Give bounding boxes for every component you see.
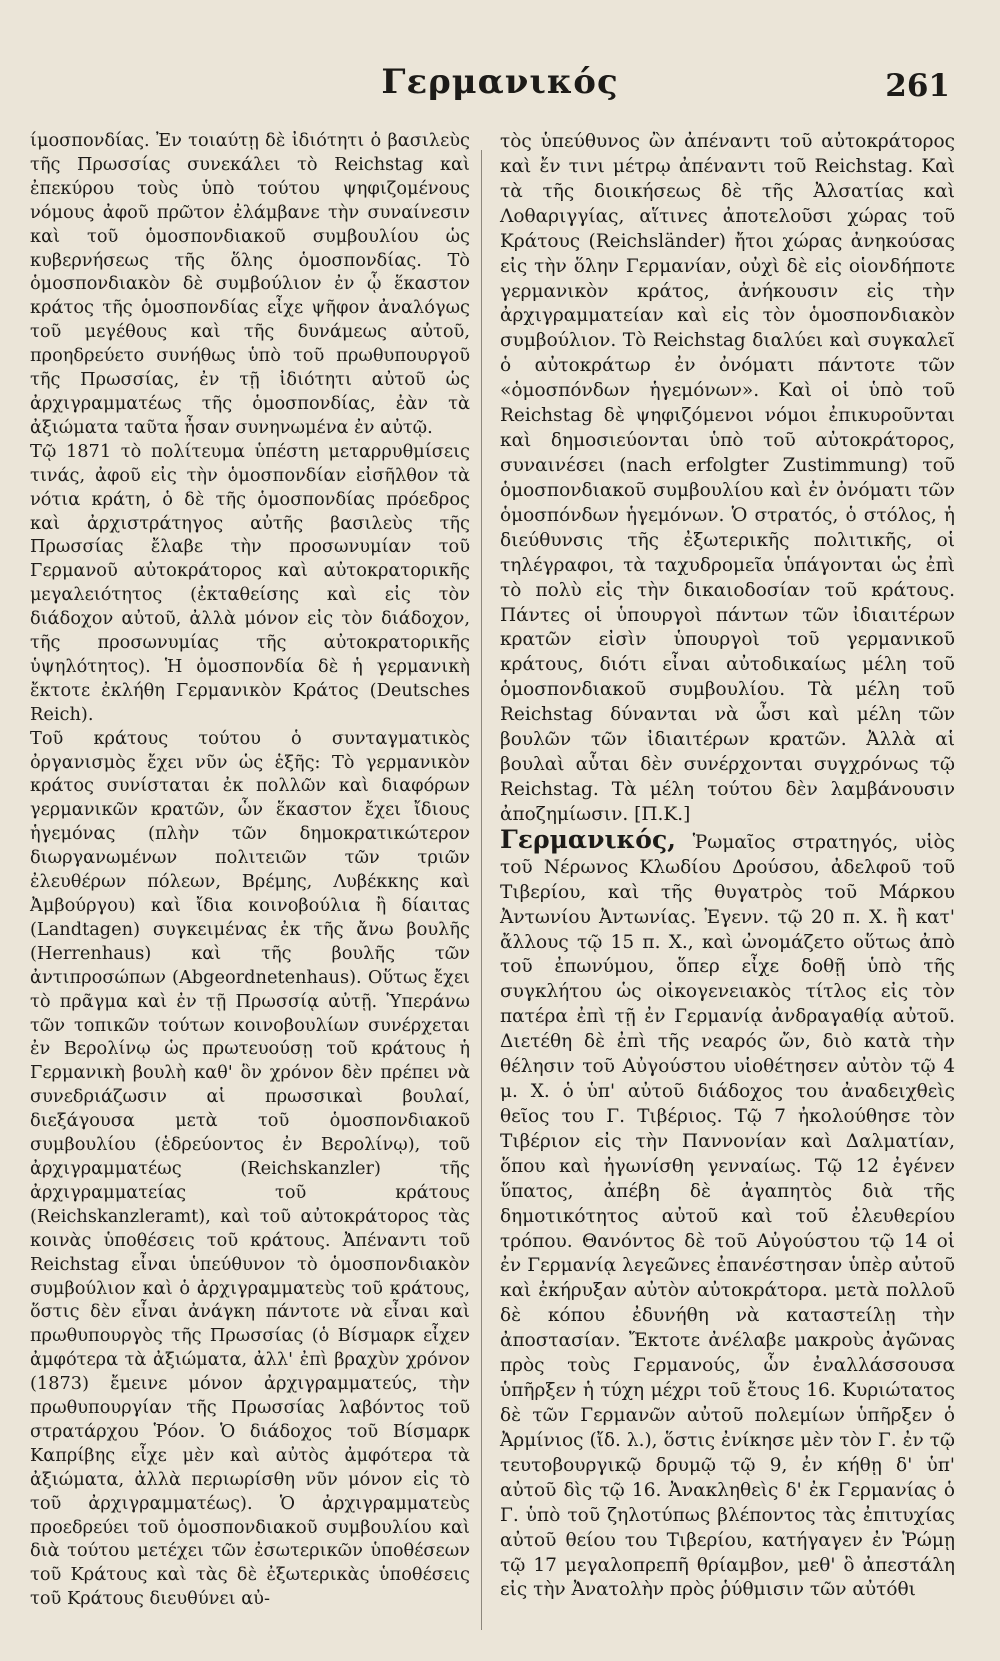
page-number: 261 [885, 68, 950, 104]
left-paragraph-1: ίμοσπονδίας. Ἐν τοιαύτῃ δὲ ἰδιότητι ὁ βασιλεὺς τῆς Πρωσσίας συνεκάλει τὸ Reichstag καὶ ἐπεκύρου τοὺς ὑπὸ τούτου ψηφιζομένους νόμους ἀφοῦ πρῶτον ἐλάμβανε τὴν συναίνεσιν καὶ τοῦ ὁμοσπονδιακοῦ συμβουλίου ὡς κυβερνήσεως τῆς ὅλης ὁμοσπονδίας. Τὸ ὁμοσπονδιακὸν δὲ συμβούλιον ἐν ᾧ ἕκαστον κράτος τῆς ὁμοσπονδίας εἶχε ψῆφον ἀναλόγως τοῦ μεγέθους καὶ τῆς δυνάμεως αὐτοῦ, προηδρεύετο συνήθως ὑπὸ τοῦ πρωθυπουργοῦ τῆς Πρωσσίας, ἐν τῇ ἰδιότητι αὐτοῦ ὡς ἀρχιγραμματέως τῆς ὁμοσπονδίας, ἐὰν τὰ ἀξιώματα ταῦτα ἦσαν συνηνωμένα ἐν αὐτῷ. [30, 131, 470, 438]
entry-headword: Γερμανικός, [500, 824, 676, 854]
right-paragraph-1: τὸς ὑπεύθυνος ὢν ἀπέναντι τοῦ αὐτοκράτορος καὶ ἔν τινι μέτρῳ ἀπέναντι τοῦ Reichstag. Καὶ τὰ τῆς διοικήσεως δὲ τῆς Ἀλσατίας καὶ Λοθαριγγίας, αἵτινες ἀποτελοῦσι χώρας τοῦ Κράτους (Reichsländer) ἤτοι χώρας ἀνηκούσας εἰς τὴν ὅλην Γερμανίαν, οὐχὶ δὲ εἰς οἱονδήποτε γερμανικὸν κράτος, ἀνήκουσιν εἰς τὴν ἀρχιγραμματείαν καὶ εἰς τὸν ὁμοσπονδιακὸν συμβούλιον. Τὸ Reichstag διαλύει καὶ συγκαλεῖ ὁ αὐτοκράτωρ ἐν ὀνόματι πάντοτε τῶν «ὁμοσπόνδων ἡγεμόνων». Καὶ οἱ ὑπὸ τοῦ Reichstag δὲ ψηφιζόμενοι νόμοι ἐπικυροῦνται καὶ δημοσιεύονται ὑπὸ τοῦ αὐτοκράτορος, συναινέσει (nach erfolgter Zustimmung) τοῦ ὁμοσπονδιακοῦ συμβουλίου καὶ ἐν ὀνόματι τῶν ὁμοσπόνδων ἡγεμόνων. Ὁ στρατός, ὁ στόλος, ἡ διεύθυνσις τῆς ἐξωτερικῆς πολιτικῆς, οἱ τηλέγραφοι, τὰ ταχυδρομεῖα ὑπάγονται ὡς ἐπὶ τὸ πολὺ εἰς τὴν δικαιοδοσίαν τοῦ κράτους. Πάντες οἱ ὑπουργοὶ πάντων τῶν ἰδιαιτέρων κρατῶν εἰσὶν ὑπουργοὶ τοῦ γερμανικοῦ κράτους, διότι εἶναι αὐτοδικαίως μέλη τοῦ ὁμοσπονδιακοῦ συμβουλίου. Τὰ μέλη τοῦ Reichstag δύνανται νὰ ὦσι καὶ μέλη τῶν βουλῶν τῶν ἰδιαιτέρων κρατῶν. Ἀλλὰ αἱ βουλαὶ αὗται δὲν συνέρχονται συγχρόνως τῷ Reichstag. Τὰ μέλη τούτου δὲν λαμβάνουσιν ἀποζημίωσιν. [Π.Κ.] [500, 131, 955, 825]
right-column [500, 130, 955, 1603]
left-paragraph-2: Τῷ 1871 τὸ πολίτευμα ὑπέστη μεταρρυθμίσεις τινάς, ἀφοῦ εἰς τὴν ὁμοσπονδίαν εἰσῆλθον τὰ νότια κράτη, ὁ δὲ τῆς ὁμοσπονδίας πρόεδρος καὶ ἀρχιστράτηγος αὐτῆς βασιλεὺς τῆς Πρωσσίας ἔλαβε τὴν προσωνυμίαν τοῦ Γερμανοῦ αὐτοκράτορος καὶ αὐτοκρατορικῆς μεγαλειότητος (ἐκταθείσης καὶ εἰς τὸν διάδοχον αὐτοῦ, ἀλλὰ μόνον εἰς τὸν διάδοχον, τῆς προσωνυμίας τῆς αὐτοκρατορικῆς ὑψηλότητος). Ἡ ὁμοσπονδία δὲ ἡ γερμανικὴ ἔκτοτε ἐκλήθη Γερμανικὸν Κράτος (Deutsches Reich). [30, 441, 470, 725]
page-header [0, 62, 1000, 122]
entry-text: Ῥωμαῖος στρατηγός, υἱὸς τοῦ Νέρωνος Κλωδίου Δρούσου, ἀδελφοῦ τοῦ Τιβερίου, καὶ τῆς θυγατρὸς τοῦ Μάρκου Ἀντωνίου Ἀντωνίας. Ἐγενν. τῷ 20 π. Χ. ἢ κατ' ἄλλους τῷ 15 π. Χ., καὶ ὠνομάζετο οὕτως ἀπὸ τοῦ ἐπωνύμου, ὅπερ εἶχε δοθῇ ὑπὸ τῆς συγκλήτου ὡς οἰκογενειακὸς τίτλος εἰς τὸν πατέρα ἐπὶ τῇ ἐν Γερμανίᾳ ἀνδραγαθίᾳ αὐτοῦ. Διετέθη δὲ ἐπὶ τῆς νεαρός ὤν, διὸ κατὰ τὴν θέλησιν τοῦ Αὐγούστου υἱοθέτησεν αὐτὸν τῷ 4 μ. Χ. ὁ ὑπ' αὐτοῦ διάδοχος του ἀναδειχθεὶς θεῖος του Γ. Τιβέριος. Τῷ 7 ἠκολούθησε τὸν Τιβέριον εἰς τὴν Παννονίαν καὶ Δαλματίαν, ὅπου καὶ ἠγωνίσθη γενναίως. Τῷ 12 ἐγένεν ὕπατος, ἀπέβη δὲ ἀγαπητὸς διὰ τῆς δημοτικότητος αὐτοῦ καὶ τοῦ ἐλευθερίου τρόπου. Θανόντος δὲ τοῦ Αὐγούστου τῷ 14 οἱ ἐν Γερμανίᾳ λεγεῶνες ἐπανέστησαν ὑπὲρ αὐτοῦ καὶ ἐκήρυξαν αὐτὸν αὐτοκράτορα. μετὰ πολλοῦ δὲ κόπου ἐδυνήθη νὰ καταστείλῃ τὴν ἀποστασίαν. Ἔκτοτε ἀνέλαβε μακροὺς ἀγῶνας πρὸς τοὺς Γερμανούς, ὧν ἐναλλάσσουσα ὑπῆρξεν ἡ τύχη μέχρι τοῦ ἔτους 16. Κυριώτατος δὲ τῶν Γερμανῶν αὐτοῦ πολεμίων ὑπῆρξεν ὁ Ἀρμίνιος (ἴδ. λ.), ὅστις ἐνίκησε μὲν τὸν Γ. ἐν τῷ τευτοβουργικῷ δρυμῷ τῷ 9, ἐν κήθῃ δ' ὑπ' αὐτοῦ δὶς τῷ 16. Ἀνακληθεὶς δ' ἐκ Γερμανίας ὁ Γ. ὑπὸ τοῦ ζηλοτύπως βλέποντος τὰς ἐπιτυχίας αὐτοῦ θείου του Τιβερίου, κατήγαγεν ἐν Ῥώμῃ τῷ 17 μεγαλοπρεπῆ θρίαμβον, μεθ' ὃ ἀπεστάλη εἰς τὴν Ἀνατολὴν πρὸς ῥύθμισιν τῶν αὐτόθι [500, 831, 955, 1601]
left-column [30, 130, 470, 1612]
column-divider [481, 150, 482, 1630]
left-paragraph-3: Τοῦ κράτους τούτου ὁ συνταγματικὸς ὀργανισμὸς ἔχει νῦν ὡς ἑξῆς: Τὸ γερμανικὸν κράτος συνίσταται ἐκ πολλῶν καὶ διαφόρων γερμανικῶν κρατῶν, ὧν ἕκαστον ἔχει ἴδιους ἡγεμόνας (πλὴν τῶν δημοκρατικώτερον διωργανωμένων πολιτειῶν τῶν τριῶν ἐλευθέρων πόλεων, Βρέμης, Λυβέκκης καὶ Ἀμβούργου) καὶ ἴδια κοινοβούλια ἢ δίαιτας (Landtagen) συγκειμένας ἐκ τῆς ἄνω βουλῆς (Herrenhaus) καὶ τῆς βουλῆς τῶν ἀντιπροσώπων (Abgeordnetenhaus). Οὕτως ἔχει τὸ πρᾶγμα καὶ ἐν τῇ Πρωσσίᾳ αὐτῇ. Ὑπεράνω τῶν τοπικῶν τούτων κοινοβουλίων συνέρχεται ἐν Βερολίνῳ ὡς πρωτευούσῃ τοῦ κράτους ἡ Γερμανικὴ βουλὴ καθ' ὃν χρόνον δὲν πρέπει νὰ συνεδριάζωσιν αἱ πρωσσικαὶ βουλαί, διεξάγουσα μετὰ τοῦ ὁμοσπονδιακοῦ συμβουλίου (ἑδρεύοντος ἐν Βερολίνῳ), τοῦ ἀρχιγραμματέως (Reichskanzler) τῆς ἀρχιγραμματείας τοῦ κράτους (Reichskanzleramt), καὶ τοῦ αὐτοκράτορος τὰς κοινὰς ὑποθέσεις τοῦ κράτους. Ἀπέναντι τοῦ Reichstag εἶναι ὑπεύθυνον τὸ ὁμοσπονδιακὸν συμβούλιον καὶ ὁ ἀρχιγραμματεὺς τοῦ κράτους, ὅστις δὲν εἶναι ἀνάγκη πάντοτε νὰ εἶναι καὶ πρωθυπουργὸς τῆς Πρωσσίας (ὁ Βίσμαρκ εἶχεν ἀμφότερα τὰ ἀξιώματα, ἀλλ' ἐπὶ βραχὺν χρόνον (1873) ἔμεινε μόνον ἀρχιγραμματεύς, τὴν πρωθυπουργίαν τῆς Πρωσσίας λαβόντος τοῦ στρατάρχου Ῥόον. Ὁ διάδοχος τοῦ Βίσμαρκ Καπρίβης εἶχε μὲν καὶ αὐτὸς ἀμφότερα τὰ ἀξιώματα, ἀλλὰ περιωρίσθη νῦν μόνον εἰς τὸ τοῦ ἀρχιγραμματέως). Ὁ ἀρχιγραμματεὺς προεδρεύει τοῦ ὁμοσπονδιακοῦ συμβουλίου καὶ διὰ τούτου μετέχει τῶν ἐσωτερικῶν ὑποθέσεων τοῦ Κράτους καὶ τὰς δὲ ἐξωτερικὰς ὑποθέσεις τοῦ Κράτους διευθύνει αὐ- [30, 728, 470, 1610]
entry-paragraph [500, 824, 955, 1604]
running-title: Γερμανικός [381, 62, 619, 102]
